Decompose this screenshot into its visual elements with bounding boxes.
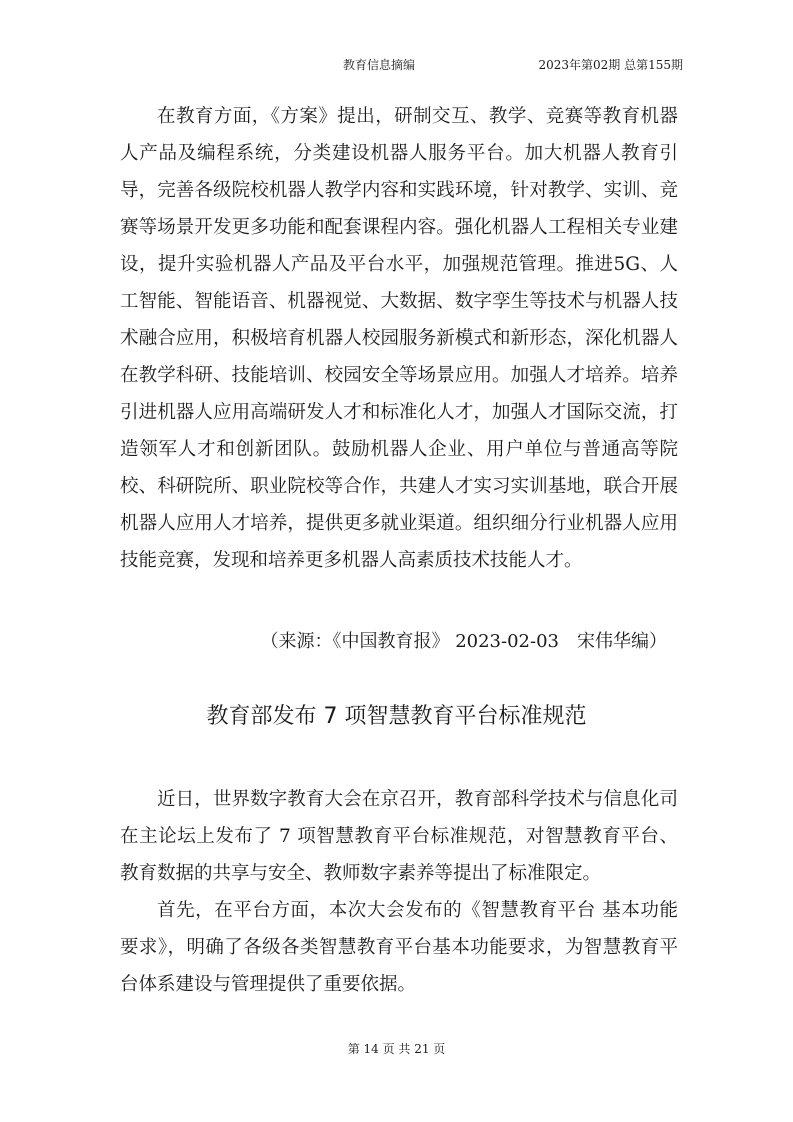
body-paragraph-1: 在教育方面，《方案》提出，研制交互、教学、竞赛等教育机器人产品及编程系统，分类建设机器人服务平台。加大机器人教育引导，完善各级院校机器人教学内容和实践环境，针对教学、实训、竞赛等场景开发更多功能和配套课程内容。强化机器人工程相关专业建设，提升实验机器人产品及平台水平，加强规范管理。推进5G、人工智能、智能语音、机器视觉、大数据、数字孪生等技术与机器人技术融合应用，积极培育机器人校园服务新模式和新形态，深化机器人在教学科研、技能培训、校园安全等场景应用。加强人才培养。培养引进机器人应用高端研发人才和标准化人才，加强人才国际交流，打造领军人才和创新团队。鼓励机器人企业、用户单位与普通高等院校、科研院所、职业院校等合作，共建人才实习实训基地，联合开展机器人应用人才培养，提供更多就业渠道。组织细分行业机器人应用技能竞赛，发现和培养更多机器人高素质技术技能人才。 (120, 106, 678, 571)
header-rule (115, 80, 680, 81)
body-paragraph-3: 首先，在平台方面，本次大会发布的《智慧教育平台 基本功能要求》，明确了各级各类智慧教育平台基本功能要求，为智慧教育平台体系建设与管理提供了重要依据。 (120, 900, 678, 995)
source-citation: （来源：《中国教育报》 2023-02-03 宋伟华编） (260, 631, 667, 652)
issue-number: 2023年第02期 总第155期 (538, 58, 683, 72)
page-number: 第 14 页 共 21 页 (347, 1042, 446, 1056)
article-title: 教育部发布 7 项智慧教育平台标准规范 (206, 704, 587, 729)
page-header (0, 56, 793, 76)
publication-name: 教育信息摘编 (343, 58, 416, 72)
body-paragraph-2: 近日，世界数字教育大会在京召开，教育部科学技术与信息化司在主论坛上发布了 7 项智慧教育平台标准规范，对智慧教育平台、教育数据的共享与安全、教师数字素养等提出了标准限定。 (120, 789, 678, 884)
